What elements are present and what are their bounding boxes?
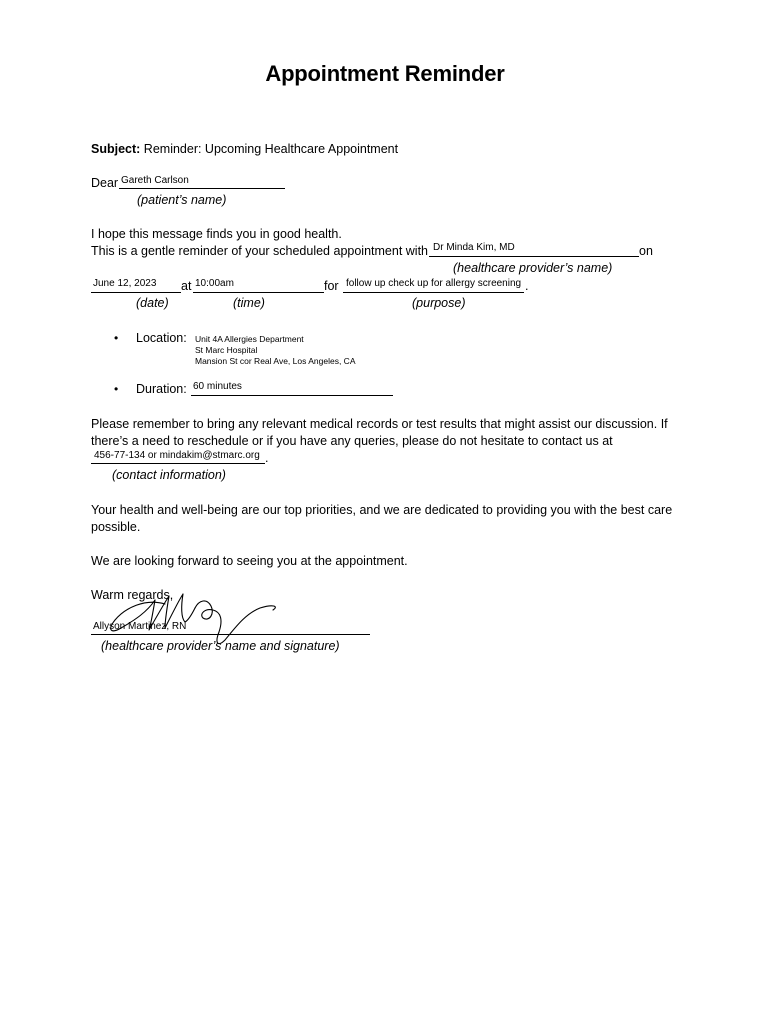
patient-name-underline xyxy=(119,188,285,189)
intro-on: on xyxy=(639,244,653,258)
purpose-underline xyxy=(343,292,524,293)
location-label: Location: xyxy=(136,331,187,345)
patient-name-field[interactable]: Gareth Carlson xyxy=(121,175,189,186)
time-field[interactable]: 10:00am xyxy=(195,278,234,289)
purpose-caption: (purpose) xyxy=(412,296,466,310)
duration-bullet: • xyxy=(114,382,119,396)
intro-line-2: This is a gentle reminder of your scheduled appointment with xyxy=(91,244,428,258)
contact-field[interactable]: 456-77-134 or mindakim@stmarc.org xyxy=(94,450,260,461)
date-underline xyxy=(91,292,181,293)
records-paragraph: Please remember to bring any relevant medical records or test results that might assist our discussion. If there’s a need to reschedule or if you have any queries, please do not hesitate to contact us at xyxy=(91,417,668,448)
location-line-1: Unit 4A Allergies Department xyxy=(195,334,304,344)
duration-underline xyxy=(191,395,393,396)
duration-label: Duration: xyxy=(136,382,187,396)
page-title: Appointment Reminder xyxy=(265,61,505,86)
greeting-prefix: Dear xyxy=(91,176,119,190)
date-field[interactable]: June 12, 2023 xyxy=(93,278,157,289)
provider-name-caption: (healthcare provider’s name) xyxy=(453,261,613,275)
provider-name-field[interactable]: Dr Minda Kim, MD xyxy=(433,242,515,253)
subject-line xyxy=(91,142,398,156)
signer-name-field[interactable]: Allyson Martinez, RN xyxy=(93,621,187,632)
wellbeing-paragraph: Your health and well-being are our top priorities, and we are dedicated to providing you with the best care possible. xyxy=(91,503,673,534)
purpose-field[interactable]: follow up check up for allergy screening xyxy=(346,278,522,289)
location-line-2: St Marc Hospital xyxy=(195,345,258,355)
time-underline xyxy=(193,292,324,293)
location-line-3: Mansion St cor Real Ave, Los Angeles, CA xyxy=(195,356,356,366)
purpose-period: . xyxy=(525,279,529,293)
subject-text: Reminder: Upcoming Healthcare Appointment xyxy=(143,142,399,156)
contact-period: . xyxy=(265,451,269,465)
closing-line: We are looking forward to seeing you at the appointment. xyxy=(91,554,408,568)
location-field[interactable] xyxy=(195,334,356,367)
date-caption: (date) xyxy=(136,296,169,310)
patient-name-caption: (patient’s name) xyxy=(137,193,227,207)
contact-caption: (contact information) xyxy=(112,468,226,482)
for-text: for xyxy=(324,279,339,293)
duration-field[interactable]: 60 minutes xyxy=(193,381,242,392)
at-text: at xyxy=(181,279,192,293)
location-bullet: • xyxy=(114,331,119,345)
provider-name-underline xyxy=(429,256,639,257)
subject-label: Subject: xyxy=(91,142,141,156)
signer-caption: (healthcare provider’s name and signature) xyxy=(101,639,340,653)
time-caption: (time) xyxy=(233,296,265,310)
regards-text: Warm regards, xyxy=(91,588,174,602)
intro-line-1: I hope this message finds you in good health. xyxy=(91,227,342,241)
contact-underline xyxy=(91,463,265,464)
